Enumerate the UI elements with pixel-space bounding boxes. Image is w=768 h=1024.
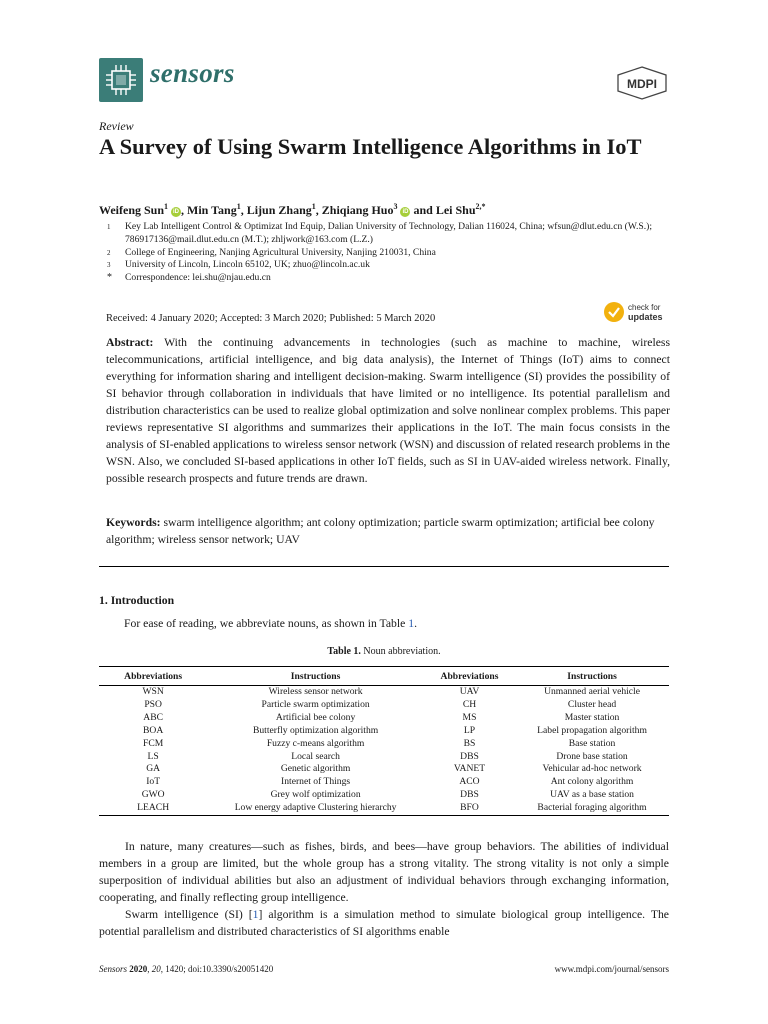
table-cell: Artificial bee colony	[275, 711, 356, 723]
table-cell: Internet of Things	[281, 776, 351, 788]
table-cell: LP	[463, 724, 476, 736]
orcid-icon[interactable]: iD	[173, 209, 180, 215]
table-cell: Unmanned aerial vehicle	[544, 686, 640, 697]
author-affil-sup: 1	[236, 202, 241, 211]
table-cell: Drone base station	[556, 750, 628, 762]
abstract	[106, 334, 670, 487]
table-cell: GA	[146, 763, 161, 775]
intro-text: For ease of reading, we abbreviate nouns, as shown in Table	[124, 617, 409, 630]
p2-text-cont: ] algorithm is a simulation method to simulate biological group intelligence. The potential parallelism and distributed characteristics of SI algorithms enable	[99, 907, 669, 938]
affiliation-number: 2	[107, 248, 111, 257]
table-cell: Genetic algorithm	[280, 763, 351, 775]
table-row	[99, 686, 669, 699]
footer-citation: Sensors 2020, 20, 1420; doi:10.3390/s20051420	[99, 964, 274, 974]
publisher-name: MDPI	[627, 77, 657, 91]
chip-icon	[99, 58, 143, 102]
table-row	[99, 751, 669, 764]
table-cell: Ant colony algorithm	[550, 776, 634, 788]
author-name: Lijun Zhang	[246, 203, 312, 217]
intro-period: .	[414, 617, 418, 630]
author-separator: ,	[315, 203, 322, 217]
abbreviation-table	[99, 666, 669, 816]
affiliation-row	[99, 259, 679, 272]
author-affil-sup: 1	[164, 202, 169, 211]
citation-link[interactable]: 1	[252, 907, 259, 921]
table-cell: UAV	[459, 686, 480, 697]
table-cell: Bacterial foraging algorithm	[515, 802, 669, 815]
table-cell: LS	[147, 750, 159, 762]
table-header: Abbreviations	[424, 667, 515, 686]
table-cell: Wireless sensor network	[268, 686, 363, 697]
affiliation-row	[99, 272, 679, 285]
affiliation-text: Key Lab Intelligent Control & Optimizat Ind Equip, Dalian University of Technology, Dalian 116024, China; wfsun@dlut.edu.cn (W.S.); 786917136@mail.dlut.edu.cn (M.T.); zhljwork@163.com (L.Z.)	[125, 221, 653, 245]
table-row	[99, 776, 669, 789]
intro-sentence	[124, 617, 417, 630]
paragraph: In nature, many creatures—such as fishes, birds, and bees—have group behaviors. The abilities of individual members in a group are limited, but the whole group has a strong vitality. The strong vitality is not only a simple superposition of individual abilities but also an adjustment of individual behaviors through exchanging information, cooperating, and finally reflecting group intelligence.	[99, 840, 669, 904]
table-cell: Fuzzy c-means algorithm	[266, 737, 365, 749]
check-updates-icon	[604, 302, 624, 322]
table-cell: CH	[462, 698, 477, 710]
table-caption-text: Noun abbreviation.	[363, 646, 441, 657]
check-updates-line2: updates	[628, 312, 663, 322]
table-row	[99, 699, 669, 712]
table-cell: GWO	[141, 789, 165, 801]
author-name: Lei Shu	[435, 203, 476, 217]
affiliation-number: 3	[107, 261, 111, 270]
table-cell: Label propagation algorithm	[537, 724, 647, 736]
author-separator: ,	[181, 203, 188, 217]
table-cell: Butterfly optimization algorithm	[252, 724, 379, 736]
publisher-logo	[616, 66, 668, 100]
table-cell: WSN	[142, 686, 164, 697]
table-caption	[99, 646, 669, 657]
table-row	[99, 802, 669, 815]
table-cell: BOA	[143, 724, 164, 736]
table-header: Abbreviations	[99, 667, 207, 686]
table-cell: ABC	[143, 711, 164, 723]
affiliation-text: University of Lincoln, Lincoln 65102, UK; zhuo@lincoln.ac.uk	[125, 259, 370, 271]
table-row	[99, 712, 669, 725]
table-cell: LEACH	[99, 802, 207, 815]
author-name: Weifeng Sun	[99, 203, 165, 217]
section-heading: 1. Introduction	[99, 594, 175, 607]
table-cell: Base station	[568, 737, 616, 749]
table-cell: VANET	[453, 763, 486, 775]
author-separator: and	[410, 203, 436, 217]
keywords-text: swarm intelligence algorithm; ant colony optimization; particle swarm optimization; artificial bee colony algorithm; wireless sensor network; UAV	[106, 516, 655, 546]
paper-title: A Survey of Using Swarm Intelligence Algorithms in IoT	[99, 134, 642, 159]
author-name: Min Tang	[187, 203, 237, 217]
table-row	[99, 738, 669, 751]
p2-text: Swarm intelligence (SI) [	[125, 907, 253, 921]
orcid-icon[interactable]: iD	[402, 209, 409, 215]
footer-year: 2020	[129, 964, 148, 974]
affiliations	[99, 221, 679, 285]
footer-url[interactable]: www.mdpi.com/journal/sensors	[554, 964, 669, 974]
author-name: Zhiqiang Huo	[321, 203, 394, 217]
affiliation-text: College of Engineering, Nanjing Agricultural University, Nanjing 210031, China	[125, 246, 436, 258]
table-cell: BFO	[424, 802, 515, 815]
table-cell: Particle swarm optimization	[261, 698, 370, 710]
journal-logo	[99, 58, 143, 102]
table-row	[99, 725, 669, 738]
author-affil-sup: 3	[393, 202, 398, 211]
divider	[99, 566, 669, 567]
table-cell: DBS	[460, 750, 479, 762]
table-cell: FCM	[143, 737, 164, 749]
table-cell: ACO	[459, 776, 480, 788]
table-caption-label: Table 1.	[327, 646, 361, 657]
table-cell: Master station	[564, 711, 620, 723]
abstract-text: With the continuing advancements in technologies (such as machine to machine, wireless telecommunications, artificial intelligence, and big data analysis), the Internet of Things (IoT) aims to connect everything for information sharing and intelligent decision-making. Swarm intelligence (SI) provides the possibility of SI behavior through collaboration in individuals that have limited or no intelligence. Its potential parallelism and distribution characteristics can be used to realize global optimization and solve nonlinear complex problems. This paper reviews representative SI algorithms and summarizes their applications in the IoT. The main focus consists in the analysis of SI-enabled applications to wireless sensor network (WSN) and discussion of related research problems in the WSN. Also, we concluded SI-based applications in other IoT fields, such as SI in UAV-aided wireless network. Finally, possible research prospects and future trends are drawn.	[106, 336, 670, 485]
table-cell: PSO	[144, 698, 162, 710]
affiliation-row	[99, 247, 679, 260]
footer-journal: Sensors	[99, 964, 128, 974]
table-row	[99, 763, 669, 776]
footer-doi: , 1420; doi:10.3390/s20051420	[160, 964, 274, 974]
table-cell: DBS	[460, 789, 479, 801]
table-row	[99, 789, 669, 802]
keywords-label: Keywords:	[106, 516, 161, 529]
article-type: Review	[99, 119, 134, 133]
table-cell: Cluster head	[567, 698, 617, 710]
table-cell: MS	[462, 711, 477, 723]
author-affil-sup: 2,*	[475, 202, 486, 211]
affiliation-number: 1	[107, 223, 111, 231]
table-cell: Low energy adaptive Clustering hierarchy	[207, 802, 424, 815]
affiliation-number: *	[107, 272, 112, 284]
table-cell: IoT	[146, 776, 161, 788]
author-list	[99, 202, 669, 218]
body-text	[99, 839, 669, 940]
table-header: Instructions	[515, 667, 669, 686]
paragraph	[99, 907, 669, 941]
table-ref-link[interactable]: 1	[408, 617, 415, 630]
keywords	[106, 514, 670, 548]
table-cell: Local search	[291, 750, 340, 762]
table-header: Instructions	[207, 667, 424, 686]
check-for-updates-badge[interactable]	[604, 302, 670, 324]
journal-name: sensors	[150, 58, 235, 88]
publication-dates: Received: 4 January 2020; Accepted: 3 March 2020; Published: 5 March 2020	[106, 313, 436, 324]
check-updates-line1: check for	[628, 303, 661, 312]
footer-volume: 20	[151, 964, 161, 974]
author-affil-sup: 1	[311, 202, 316, 211]
abstract-label: Abstract:	[106, 336, 154, 349]
table-cell: BS	[463, 737, 476, 749]
author-separator: ,	[240, 203, 247, 217]
affiliation-text: Correspondence: lei.shu@njau.edu.cn	[125, 272, 271, 284]
table-cell: Vehicular ad-hoc network	[542, 763, 642, 775]
table-cell: Grey wolf optimization	[270, 789, 361, 801]
table-cell: UAV as a base station	[550, 789, 634, 801]
affiliation-row	[99, 221, 679, 247]
